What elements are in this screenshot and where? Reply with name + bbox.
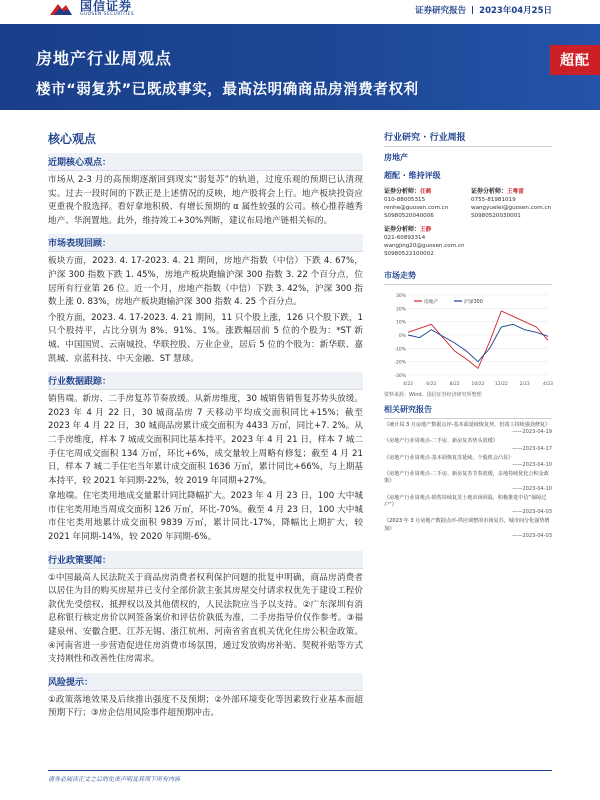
core-views-column (48, 130, 363, 727)
analyst-label: 证券分析师： (384, 226, 421, 233)
related-report-text: 《统计局 3 月房地产数据点评-基本面延续恢复势，但竣工持续强劲修复》 (384, 422, 551, 428)
series-line (408, 311, 548, 368)
paragraph: 板块方面，2023. 4. 17-2023. 4. 21 期间，房地产指数（中信）下跌 4. 67%，沪深 300 指数下跌 1. 45%，房地产板块跑输沪深 300 指数 3. 22 个百分点，位居所有行业第 26 位。近一个月，房地产指数（中信）下跌 3. 42%，沪深 300 指数上涨 0. 83%，房地产板块跑输沪深 300 指数 4. 25 个百分点。 (48, 256, 363, 308)
report-category: 行业研究 · 行业周报 (384, 130, 552, 147)
industry-rating: 超配 · 维持评级 (384, 171, 441, 180)
market-trend-svg (384, 289, 552, 389)
analyst-phone: 0755-81981019 (471, 197, 516, 203)
rating-badge: 超配 (550, 45, 600, 75)
analyst-card (471, 188, 552, 220)
related-report-item[interactable] (384, 455, 552, 469)
x-tick-label: 6/22 (426, 382, 437, 387)
section-heading: 行业政策要闻： (48, 551, 363, 569)
related-report-item[interactable] (384, 422, 552, 436)
analyst-name: 王粤雷 (507, 189, 524, 195)
sidebar (384, 130, 552, 542)
related-report-text: 《2023 年 3 月房地产数据点评-供应调整的市场复苏，城市间分化强势增加》 (384, 518, 550, 532)
related-reports-list (384, 422, 552, 540)
paragraph: ①政策落地效果及后续推出强度不及预期；②外部环境变化等因素致行业基本面超预期下行；③房企信用风险事件超预期冲击。 (48, 694, 363, 719)
y-tick-label: -10% (394, 347, 406, 353)
y-tick-label: 30% (395, 294, 406, 299)
title-banner (0, 24, 600, 110)
related-report-date: ——2023-04-10 (512, 485, 552, 492)
section-market-review (48, 234, 363, 366)
analyst-label: 证券分析师： (471, 188, 508, 195)
analyst-card (384, 226, 552, 258)
footer-disclaimer[interactable]: 请务必阅读正文之后的免责声明及其项下所有内容 (48, 770, 552, 783)
related-report-date: ——2023-04-10 (512, 462, 552, 469)
related-report-text: 《房地产行业周观点-二手房、新房复苏节奏放缓，多地持续优化公积金政策》 (384, 471, 549, 485)
analyst-phone: 021-60893314 (384, 235, 426, 241)
legend-label: 房地产 (424, 300, 439, 305)
series-line (408, 324, 548, 361)
related-report-date: ——2023-04-03 (512, 509, 552, 516)
section-heading: 近期核心观点： (48, 153, 363, 171)
related-report-text: 《房地产行业周观点-销售持续复苏土地市场回温，积极推进中信“保障过户”》 (384, 494, 547, 509)
paragraph: 个股方面，2023. 4. 17-2023. 4. 21 期间，11 只个股上涨，126 只个股下跌，1 只个股持平，占比分别为 8%、91%、1%。涨跌幅居前 5 位的个股为：*ST 新城、中国国贸、云南城投、华联控股、万业企业，居后 5 位的个股为：新华联、嘉凯城、京蓝科技、中天金融、ST 慧球。 (48, 312, 363, 364)
related-reports-title: 相关研究报告 (384, 404, 552, 419)
x-tick-label: 4/22 (402, 382, 414, 387)
analyst-name: 任鹤 (420, 189, 432, 195)
analyst-email[interactable]: wangyuelei@guosen.com.cn (471, 205, 552, 211)
y-tick-label: 10% (395, 320, 406, 326)
analyst-license: S0980520040006 (384, 213, 434, 219)
analyst-email[interactable]: wangjing20@guosen.com.cn (384, 243, 465, 249)
logo-mark-icon (48, 2, 74, 16)
x-tick-label: 2/23 (519, 382, 530, 387)
related-report-date: ——2023-04-17 (512, 445, 552, 452)
section-heading: 风险提示： (48, 673, 363, 691)
related-report-item[interactable] (384, 518, 552, 540)
market-trend-chart (384, 289, 552, 389)
industry-name: 房地产 (384, 153, 408, 162)
paragraph: ①中国最高人民法院关于商品房消费者权利保护问题的批复申明确，商品房消费者以居住为目的购买房屋并已支付全部价款主张其房屋交付请求权优先于建设工程价款优先受偿权、抵押权以及其他债权的，人民法院应当予以支持。②广东深圳有消息称银行核定房价以网签备案价和评估价孰低为准，二手房指导价仅作参考。③福建泉州、安徽合肥、江苏无锡、浙江杭州、河南省省直机关优化住房公积金政策。④河南省进一步营造促进住房消费市场氛围，通过发放购房补贴、契税补贴等方式支持刚性和改善性住房需求。 (48, 572, 363, 665)
logo-en: GUOSEN SECURITIES (80, 12, 134, 17)
paragraph: 销售端。新房、二手房复苏节奏放缓。从新房维度，30 城销售销售复苏势头放缓。2023 年 4 月 22 日，30 城商品房 7 天移动平均成交面积同比+15%；截至 2023 年 4 月 22 日，30 城商品房累计成交面积为 4433 万㎡，同比+7. 2%。从二手房维度，样本 7 城成交面积同比基本持平。2023 年 4 月 21 日，样本 7 城二手住宅周成交面积 134 万㎡，环比+6%，成交量较上周略有修复；截至 4 月 21 日，样本 7 城二手住宅当年累计成交面积 1636 万㎡，累计同比+66%，与上期基本持平，较 2021 年同期-22%，较 2019 年同期+27%。 (48, 394, 363, 486)
section-heading: 市场表现回顾： (48, 234, 363, 252)
report-date: 2023年04月25日 (479, 6, 552, 16)
guosen-logo (48, 0, 134, 18)
logo-cn: 国信证券 (80, 0, 133, 13)
analyst-license: S0980520030001 (471, 213, 521, 219)
analyst-email[interactable]: renhe@guosen.com.cn (384, 205, 449, 211)
x-tick-label: 4/23 (542, 382, 554, 387)
section-heading: 行业数据跟踪： (48, 372, 363, 390)
report-type: 证券研究报告 (415, 6, 467, 16)
related-report-item[interactable] (384, 471, 552, 493)
market-trend-title: 市场走势 (384, 270, 552, 285)
report-title: 房地产行业周观点 (36, 49, 173, 68)
y-tick-label: 20% (395, 307, 406, 313)
analyst-grid (384, 188, 552, 220)
y-tick-label: -30% (394, 374, 406, 379)
legend-label: 沪深300 (464, 300, 483, 305)
analyst-phone: 010-88005315 (384, 197, 426, 203)
section-recent-views (48, 153, 363, 228)
section-data-tracking (48, 372, 363, 545)
x-tick-label: 12/22 (494, 382, 508, 387)
chart-source: 资料来源：Wind、国信证券经济研究所整理 (384, 392, 482, 398)
y-tick-label: 0% (398, 334, 406, 339)
related-report-date: ——2023-04-03 (512, 532, 552, 539)
report-subtitle: 楼市“弱复苏”已既成事实，最高法明确商品房消费者权利 (36, 82, 419, 98)
top-bar (0, 0, 600, 24)
section-policy-news (48, 551, 363, 667)
y-tick-label: -20% (394, 360, 406, 366)
x-tick-label: 8/22 (449, 382, 460, 387)
core-views-title: 核心观点 (48, 132, 97, 146)
analyst-card (384, 188, 465, 220)
related-report-date: ——2023-04-19 (512, 429, 552, 436)
related-report-item[interactable] (384, 438, 552, 452)
report-tag (415, 4, 552, 16)
related-report-item[interactable] (384, 495, 552, 517)
section-risk-warning (48, 673, 363, 721)
analyst-license: S0980522100002 (384, 251, 434, 257)
related-report-text: 《房地产行业周观点-二手房、新房复苏势头放缓》 (384, 438, 498, 445)
analyst-name: 王静 (420, 227, 432, 233)
paragraph: 市场从 2-3 月的高预期逐渐回到现实“弱复苏”的轨道，过度乐观的预期已认清现实。过去一段时间的下跌正是上述情况的反映，地产股将会上行。地产板块投资应更重视个股选择。看好拿地积极、有增长预期的 α 属性较强的公司。核心推荐越秀地产、华润置地。此外，维持竣工+30%判断，建议布局地产链相关标的。 (48, 175, 363, 226)
x-tick-label: 10/22 (471, 382, 485, 387)
analyst-label: 证券分析师： (384, 188, 421, 195)
paragraph: 拿地端。住宅类用地成交量累计同比降幅扩大。2023 年 4 月 23 日，100 大中城市住宅类用地当周成交面积 126 万㎡，环比-70%。截至 4 月 23 日，100 大中城市住宅类用地累计成交面积 9839 万㎡，累计同比-17%，降幅比上期扩大，较 2021 年同期-14%，较 2020 年同期-6%。 (48, 491, 363, 543)
related-report-text: 《房地产行业周观点-基本面恢复苏延续，个股机会凸显》 (384, 454, 514, 461)
